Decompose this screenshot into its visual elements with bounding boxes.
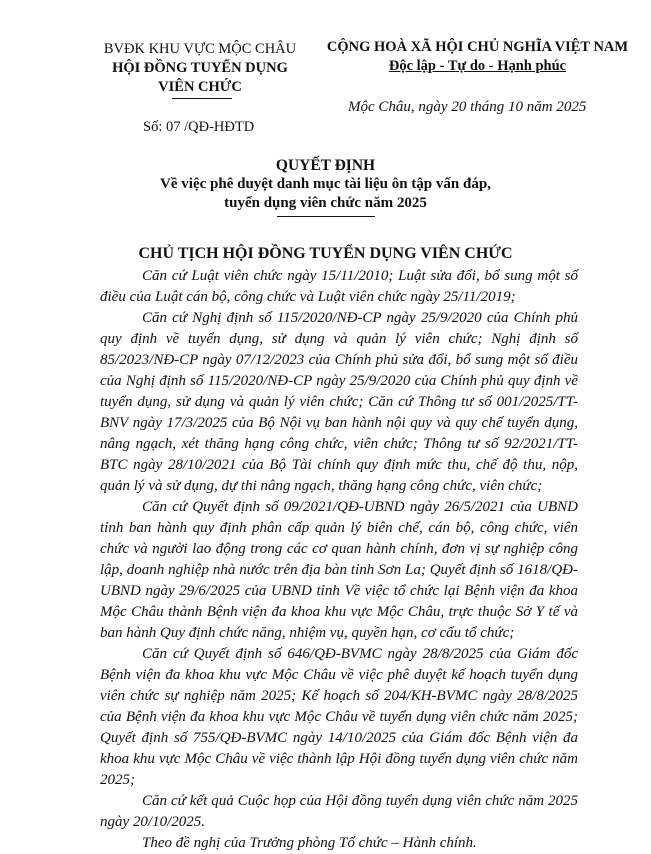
national-motto-block <box>310 38 645 76</box>
title-underline <box>277 216 375 217</box>
document-subject-line1: Về việc phê duyệt danh mục tài liệu ôn tập vấn đáp, <box>160 176 491 192</box>
issuing-org-line2: HỘI ĐỒNG TUYỂN DỤNG <box>112 60 288 76</box>
issue-date: Mộc Châu, ngày 20 tháng 10 năm 2025 <box>348 99 587 115</box>
document-title: QUYẾT ĐỊNH <box>275 157 376 174</box>
org-underline <box>172 98 232 99</box>
legal-basis-paragraph: Căn cứ Quyết định số 09/2021/QĐ-UBND ngày 26/5/2021 của UBND tỉnh ban hành quy định phân cấp quản lý biên chế, cán bộ, công chức, viên chức và người lao động trong các cơ quan hành chính, đơn vị sự nghiệp công lập, doanh nghiệp nhà nước trên địa bàn tỉnh Sơn La; Quyết định số 1618/QĐ-UBND ngày 29/6/2025 của UBND tỉnh Về việc tổ chức lại Bệnh viện đa khoa Mộc Châu thành Bệnh viện đa khoa khu vực Mộc Châu, trực thuộc Sở Y tế và ban hành Quy định chức năng, nhiệm vụ, quyền hạn, cơ cấu tổ chức; <box>100 499 578 641</box>
legal-basis-section <box>100 266 578 854</box>
issuing-org-line1: BVĐK KHU VỰC MỘC CHÂU <box>103 41 297 57</box>
legal-basis-paragraph: Căn cứ Luật viên chức ngày 15/11/2010; Luật sửa đổi, bổ sung một số điều của Luật cán bộ, công chức và Luật viên chức ngày 25/11/2019; <box>100 268 578 305</box>
country-name: CỘNG HOÀ XÃ HỘI CHỦ NGHĨA VIỆT NAM <box>326 39 629 55</box>
issuing-org-line3: VIÊN CHỨC <box>158 79 242 95</box>
issuing-authority-block <box>90 40 310 97</box>
legal-basis-paragraph: Căn cứ kết quả Cuộc họp của Hội đồng tuyển dụng viên chức năm 2025 ngày 20/10/2025. <box>100 793 578 830</box>
authority-heading: CHỦ TỊCH HỘI ĐỒNG TUYỂN DỤNG VIÊN CHỨC <box>138 245 513 262</box>
legal-basis-paragraph: Căn cứ Quyết định số 646/QĐ-BVMC ngày 28/8/2025 của Giám đốc Bệnh viện đa khoa khu vực Mộc Châu về việc phê duyệt kế hoạch tuyển dụng viên chức sự nghiệp năm 2025; Kế hoạch số 204/KH-BVMC ngày 28/8/2025 của Bệnh viện đa khoa khu vực Mộc Châu về tuyển dụng viên chức năm 2025; Quyết định số 755/QĐ-BVMC ngày 14/10/2025 của Giám đốc Bệnh viện đa khoa khu vực Mộc Châu về việc thành lập Hội đồng tuyển dụng viên chức năm 2025; <box>100 646 578 788</box>
legal-basis-paragraph: Căn cứ Nghị định số 115/2020/NĐ-CP ngày 25/9/2020 của Chính phủ quy định về tuyển dụng, sử dụng và quản lý viên chức; Nghị định số 85/2023/NĐ-CP ngày 07/12/2023 của Chính phủ sửa đổi, bổ sung một số điều của Nghị định số 115/2020/NĐ-CP ngày 25/9/2020 của Chính phủ quy định về tuyển dụng, sử dụng và quản lý viên chức; Căn cứ Thông tư số 001/2025/TT-BNV ngày 17/3/2025 của Bộ Nội vụ ban hành nội quy và quy chế tuyển dụng, nâng ngạch, xét thăng hạng công chức, viên chức; Thông tư số 92/2021/TT-BTC ngày 28/10/2021 của Bộ Tài chính quy định mức thu, chế độ thu, nộp, quản lý và sử dụng, dự thi nâng ngạch, thăng hạng công chức, viên chức; <box>100 310 578 494</box>
document-number: Số: 07 /QĐ-HĐTD <box>143 119 255 135</box>
national-motto: Độc lập - Tự do - Hạnh phúc <box>388 58 567 74</box>
proposal-paragraph: Theo đề nghị của Trưởng phòng Tổ chức – Hành chính. <box>142 835 477 851</box>
document-subject-line2: tuyển dụng viên chức năm 2025 <box>224 195 427 211</box>
